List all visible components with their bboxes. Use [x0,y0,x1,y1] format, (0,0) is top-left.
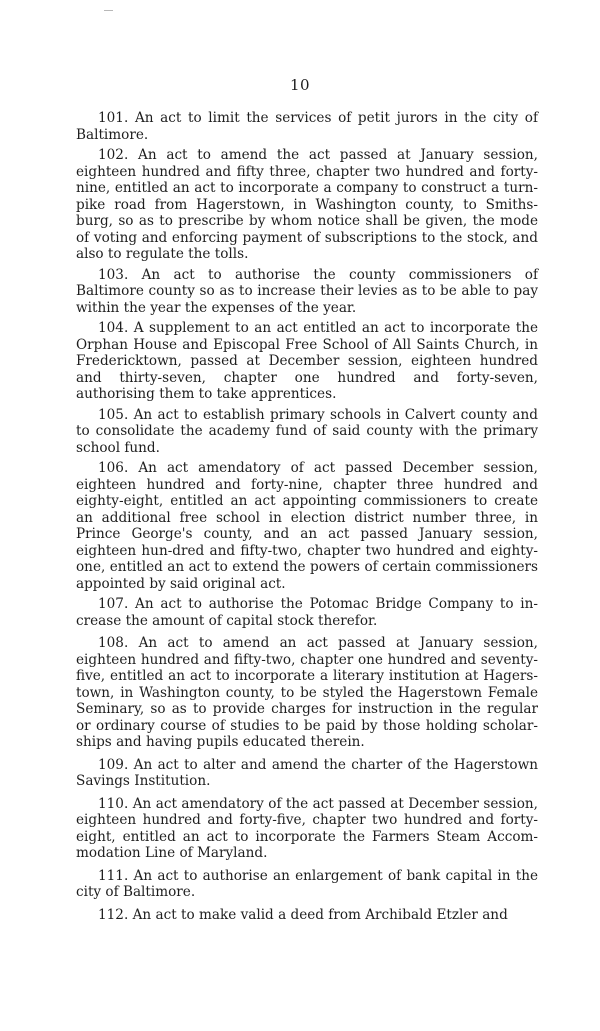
entry-112 [76,907,538,924]
entry-number: 112. [98,906,129,923]
entry-number: 108. [98,635,129,651]
entry-number: 105. [98,406,129,423]
entry-number: 104. [98,320,129,336]
entry-text: An act to amend the act passed at January session, eighteen hundred and fifty three, chapter two hundred and forty-nine, entitled an act to incorporate a company to construct a turn-pike road from Hagerstown, in Washington county, to Smiths-burg, so as to prescribe by whom notice shall be given, the mode of voting and enforcing payment of subscriptions to the stock, and also to regulate the tolls. [76,147,538,262]
page-mark [104,10,113,11]
entry-text: An act to authorise the Potomac Bridge Company to in-crease the amount of capital stock therefor. [76,596,538,629]
entry-104 [76,320,538,403]
entry-text: An act to authorise the county commissioners of Baltimore county so as to increase their levies as to be able to pay within the year the expenses of the year. [76,266,538,316]
entry-text: An act amendatory of the act passed at December session, eighteen hundred and forty-five, chapter two hundred and forty-eight, entitled an act to incorporate the Farmers Steam Accom-modation Line of Maryland. [76,795,538,861]
entry-106 [76,460,538,592]
page-body [76,110,538,927]
entry-text: An act to limit the services of petit jurors in the city of Baltimore. [76,110,538,143]
entry-text: A supplement to an act entitled an act to incorporate the Orphan House and Episcopal Free School of All Saints Church, in Fredericktown, passed at December session, eighteen hundred and thirty-seven, chapter one hundred and forty-seven, authorising them to take apprentices. [76,320,539,402]
entry-number: 107. [98,596,129,612]
entry-108 [76,635,538,751]
entry-text: An act to alter and amend the charter of the Hagerstown Savings Institution. [76,756,538,789]
entry-number: 102. [98,147,129,163]
entry-number: 106. [98,460,129,476]
entry-101 [76,110,538,143]
entry-111 [76,868,538,901]
entry-text: An act to make valid a deed from Archibald Etzler and [132,906,508,923]
entry-text: An act amendatory of act passed December session, eighteen hundred and forty-nine, chapter three hundred and eighty-eight, entitled an act appointing commissioners to create an additional free school in election district number three, in Prince George's county, and an act passed January session, eighteen hun-dred and fifty-two, chapter two hundred and eighty-one, entitled an act to extend the powers of certain commissioners appointed by said original act. [76,460,538,592]
entry-number: 101. [98,110,129,126]
entry-number: 111. [98,867,129,884]
entry-number: 110. [98,795,129,812]
entry-text: An act to establish primary schools in Calvert county and to consolidate the academy fund of said county with the primary school fund. [76,406,538,456]
page-number: 10 [289,76,311,94]
entry-number: 109. [98,756,129,773]
entry-text: An act to authorise an enlargement of bank capital in the city of Baltimore. [76,867,539,900]
entry-105 [76,407,538,457]
entry-109 [76,757,538,790]
entry-107 [76,596,538,629]
entry-110 [76,796,538,862]
entry-102 [76,147,538,263]
entry-103 [76,267,538,317]
entry-number: 103. [98,266,129,283]
entry-text: An act to amend an act passed at January session, eighteen hundred and fifty-two, chapter one hundred and seventy-five, entitled an act to incorporate a literary institution at Hagers-town, in Washington county, to be styled the Hagerstown Female Seminary, so as to provide charges for instruction in the regular or ordinary course of studies to be paid by those holding scholar-ships and having pupils educated therein. [76,635,538,750]
